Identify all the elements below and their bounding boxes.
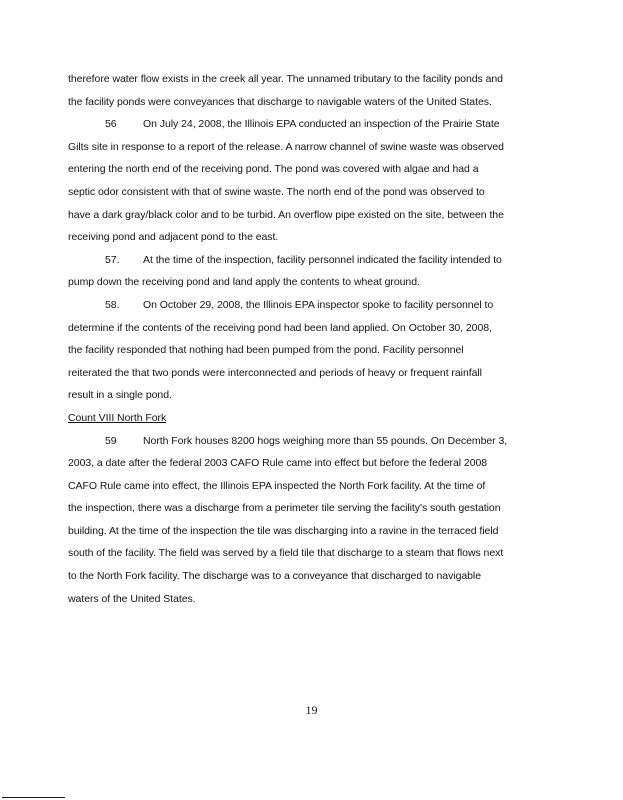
paragraph-57-first-line: [68, 249, 552, 272]
paragraph-number: 58.: [105, 298, 120, 311]
text-line: Gilts site in response to a report of the release. A narrow channel of swine waste was observed: [68, 140, 504, 153]
text-line: receiving pond and adjacent pond to the east.: [68, 231, 279, 244]
text-line: the facility ponds were conveyances that discharge to navigable waters of the United States.: [68, 95, 492, 108]
text-line: determine if the contents of the receiving pond had been land applied. On October 30, 2008,: [68, 321, 492, 334]
paragraph-number: 57.: [105, 253, 120, 266]
text-line: the inspection, there was a discharge from a perimeter tile serving the facility's south gestation: [68, 502, 501, 515]
paragraph-56-first-line: [68, 113, 552, 136]
text-line: On October 29, 2008, the Illinois EPA inspector spoke to facility personnel to: [143, 298, 494, 311]
paragraph-number: 59: [105, 434, 117, 447]
text-line: 2003, a date after the federal 2003 CAFO Rule came into effect but before the federal 2008: [68, 457, 488, 470]
page-number: 19: [305, 703, 318, 717]
document-body: [68, 68, 552, 610]
footnote-divider: [2, 797, 65, 798]
text-line: entering the north end of the receiving pond. The pond was covered with algae and had a: [68, 163, 479, 176]
text-line: south of the facility. The field was served by a field tile that discharge to a steam that flows next: [68, 547, 504, 560]
text-line: therefore water flow exists in the creek all year. The unnamed tributary to the facility ponds and: [68, 73, 503, 85]
text-line: building. At the time of the inspection the tile was discharging into a ravine in the terraced field: [68, 524, 499, 537]
text-line: the facility responded that nothing had been pumped from the pond. Facility personnel: [68, 344, 464, 357]
text-line: CAFO Rule came into effect, the Illinois EPA inspected the North Fork facility. At the time of: [68, 479, 486, 492]
paragraph-number: 56: [105, 118, 117, 131]
text-line: North Fork houses 8200 hogs weighing more than 55 pounds. On December 3,: [143, 434, 508, 447]
text-line: septic odor consistent with that of swine waste. The north end of the pond was observed to: [68, 185, 485, 198]
text-line: On July 24, 2008, the Illinois EPA conducted an inspection of the Prairie State: [143, 118, 500, 131]
text-line: pump down the receiving pond and land apply the contents to wheat ground.: [68, 276, 420, 289]
text-line: reiterated the that two ponds were interconnected and periods of heavy or frequent rainfall: [68, 366, 482, 379]
text-line: result in a single pond.: [68, 389, 172, 402]
paragraph-58-first-line: [68, 294, 552, 317]
paragraph-59-first-line: [68, 430, 552, 453]
section-heading: Count VIII North Fork: [68, 411, 167, 424]
text-line: have a dark gray/black color and to be turbid. An overflow pipe existed on the site, between the: [68, 208, 504, 221]
text-line: At the time of the inspection, facility personnel indicated the facility intended to: [143, 253, 502, 266]
text-line: to the North Fork facility. The discharge was to a conveyance that discharged to navigable: [68, 570, 482, 583]
text-line: waters of the United States.: [68, 592, 196, 605]
